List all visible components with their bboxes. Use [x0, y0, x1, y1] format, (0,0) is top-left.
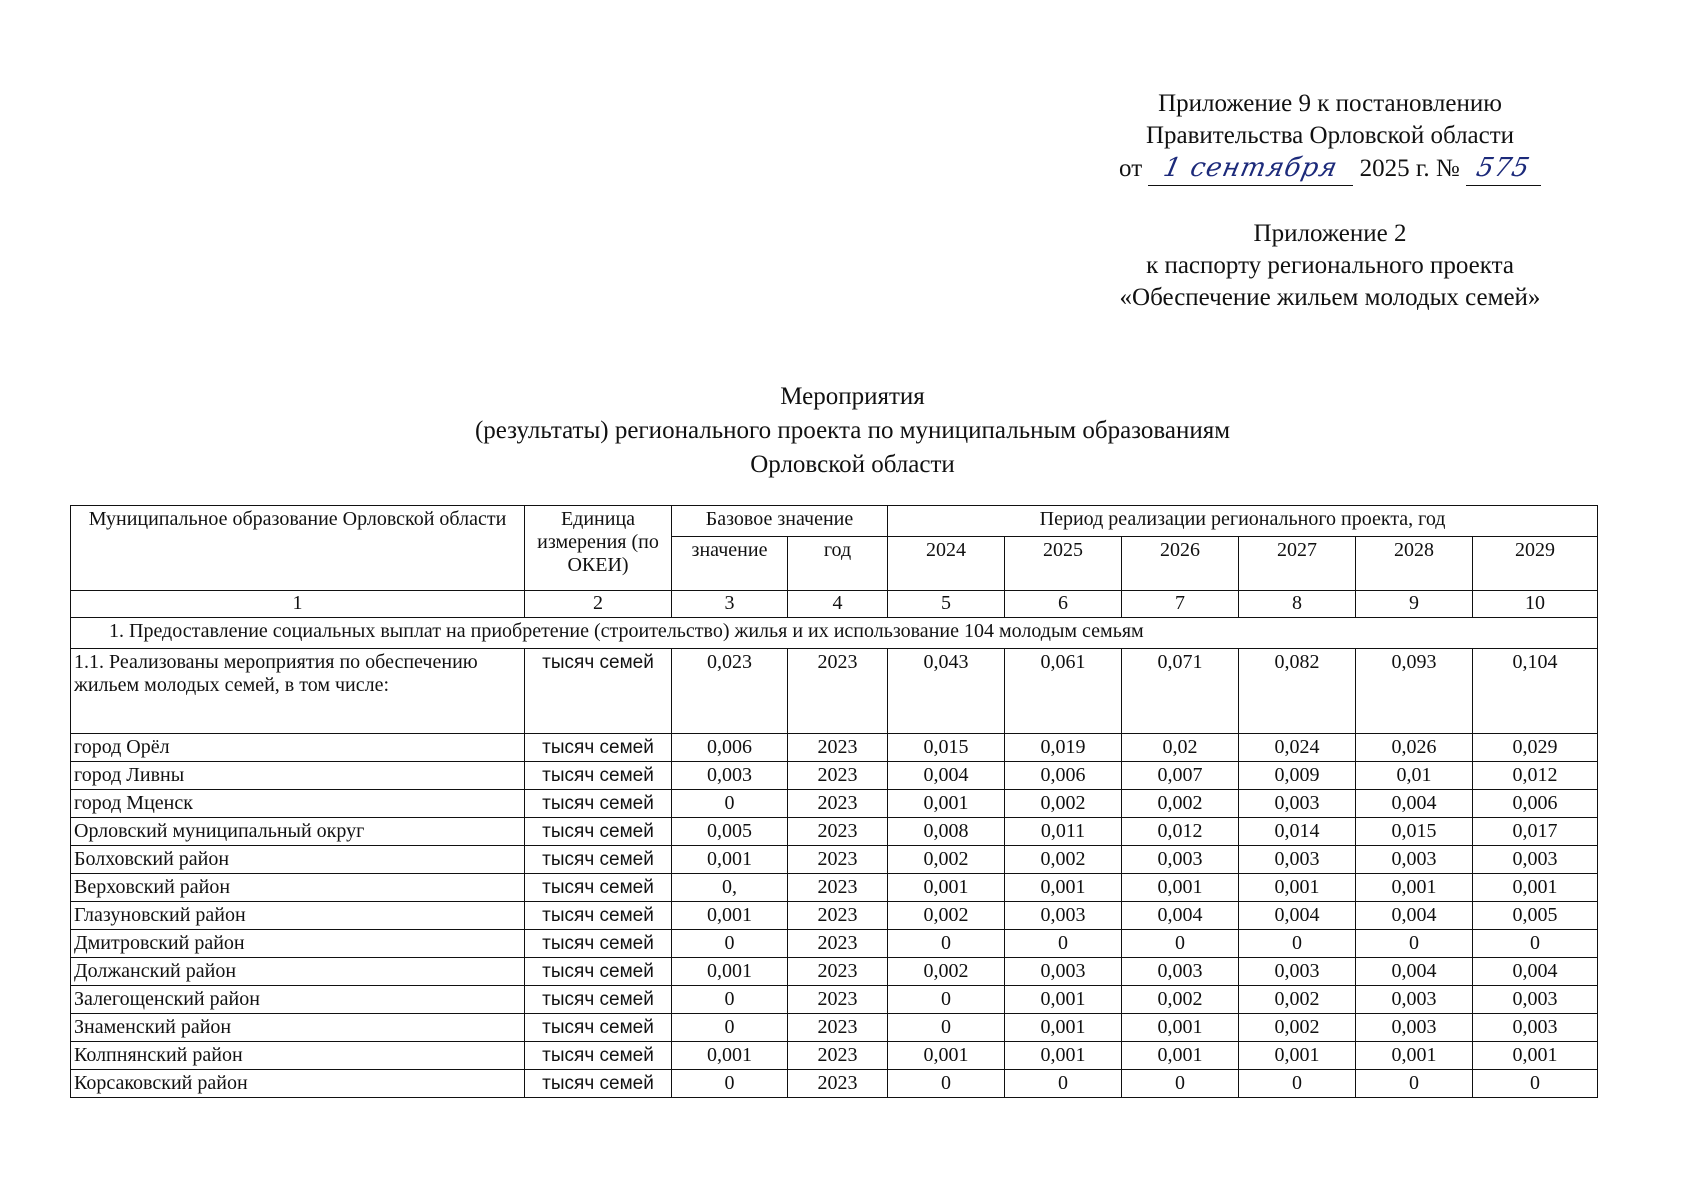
year-value-cell: 0 [1473, 1070, 1598, 1098]
year-value-cell: 0,003 [1239, 790, 1356, 818]
header-year: 2028 [1356, 537, 1473, 591]
year-value-cell: 0,002 [888, 902, 1005, 930]
year-value-cell: 0,003 [1473, 1014, 1598, 1042]
year-value-cell: 0,001 [1122, 1014, 1239, 1042]
title-line-2: (результаты) регионального проекта по муниципальным образованиям [474, 417, 1231, 444]
year-value-cell: 0,003 [1005, 902, 1122, 930]
year-value-cell: 0,002 [1122, 790, 1239, 818]
handwritten-date: 1 сентября [1160, 153, 1341, 183]
year-value-cell: 0 [888, 986, 1005, 1014]
section-title: 1. Предоставление социальных выплат на приобретение (строительство) жилья и их использование 104 молодым семьям [71, 618, 1598, 649]
year-value-cell: 0,071 [1122, 649, 1239, 734]
from-label: от [1119, 155, 1143, 182]
header-period: Период реализации регионального проекта, год [888, 506, 1598, 537]
unit-cell: тысяч семей [525, 846, 672, 874]
year-value-cell: 0,001 [1005, 1014, 1122, 1042]
year-value-cell: 0,024 [1239, 734, 1356, 762]
base-year-cell: 2023 [788, 958, 888, 986]
municipality-cell: 1.1. Реализованы мероприятия по обеспечению жильем молодых семей, в том числе: [71, 649, 525, 734]
year-value-cell: 0,001 [1005, 1042, 1122, 1070]
summary-row [71, 649, 1598, 734]
year-value-cell: 0,002 [1122, 986, 1239, 1014]
year-value-cell: 0 [888, 1014, 1005, 1042]
year-value-cell: 0,004 [888, 762, 1005, 790]
table-row [71, 762, 1598, 790]
year-value-cell: 0,003 [1356, 846, 1473, 874]
year-value-cell: 0,003 [1356, 1014, 1473, 1042]
year-value-cell: 0,011 [1005, 818, 1122, 846]
year-value-cell: 0,001 [1239, 1042, 1356, 1070]
year-value-cell: 0,002 [888, 958, 1005, 986]
column-number: 2 [525, 591, 672, 618]
base-year-cell: 2023 [788, 846, 888, 874]
table-row [71, 930, 1598, 958]
table-row [71, 958, 1598, 986]
year-value-cell: 0,003 [1473, 986, 1598, 1014]
year-value-cell: 0,003 [1122, 846, 1239, 874]
year-value-cell: 0 [1239, 1070, 1356, 1098]
year-value-cell: 0,003 [1356, 986, 1473, 1014]
base-year-cell: 2023 [788, 902, 888, 930]
column-number: 8 [1239, 591, 1356, 618]
unit-cell: тысяч семей [525, 958, 672, 986]
unit-cell: тысяч семей [525, 1070, 672, 1098]
results-table [70, 505, 1598, 1098]
year-value-cell: 0,001 [1473, 1042, 1598, 1070]
year-value-cell: 0 [1356, 930, 1473, 958]
base-value-cell: 0,005 [672, 818, 788, 846]
table-row [71, 846, 1598, 874]
appendix-line-2: Правительства Орловской области [1145, 122, 1515, 149]
year-value-cell: 0 [888, 1070, 1005, 1098]
year-value-cell: 0,017 [1473, 818, 1598, 846]
unit-cell: тысяч семей [525, 762, 672, 790]
year-value-cell: 0,001 [1356, 874, 1473, 902]
year-value-cell: 0,004 [1473, 958, 1598, 986]
unit-cell: тысяч семей [525, 986, 672, 1014]
year-value-cell: 0 [1473, 930, 1598, 958]
year-value-cell: 0,001 [888, 1042, 1005, 1070]
year-value-cell: 0,014 [1239, 818, 1356, 846]
table-row [71, 734, 1598, 762]
municipality-cell: Корсаковский район [71, 1070, 525, 1098]
table-row [71, 986, 1598, 1014]
base-year-cell: 2023 [788, 986, 888, 1014]
year-value-cell: 0,001 [1122, 1042, 1239, 1070]
year-value-cell: 0,002 [1005, 790, 1122, 818]
header-year: 2025 [1005, 537, 1122, 591]
header-year: 2029 [1473, 537, 1598, 591]
handwritten-date-field [1148, 152, 1353, 186]
municipality-cell: Верховский район [71, 874, 525, 902]
base-value-cell: 0 [672, 930, 788, 958]
year-value-cell: 0,003 [1239, 958, 1356, 986]
year-value-cell: 0,026 [1356, 734, 1473, 762]
base-value-cell: 0,006 [672, 734, 788, 762]
base-year-cell: 2023 [788, 762, 888, 790]
year-value-cell: 0,007 [1122, 762, 1239, 790]
header-municipality: Муниципальное образование Орловской области [71, 506, 525, 591]
year-value-cell: 0,012 [1122, 818, 1239, 846]
year-value-cell: 0,002 [888, 846, 1005, 874]
unit-cell: тысяч семей [525, 818, 672, 846]
year-value-cell: 0,015 [1356, 818, 1473, 846]
column-number: 4 [788, 591, 888, 618]
municipality-cell: Дмитровский район [71, 930, 525, 958]
year-value-cell: 0,005 [1473, 902, 1598, 930]
header-base: Базовое значение [672, 506, 888, 537]
year-value-cell: 0,001 [1005, 874, 1122, 902]
base-year-cell: 2023 [788, 1014, 888, 1042]
year-number-label: 2025 г. № [1359, 155, 1460, 182]
year-value-cell: 0,004 [1356, 902, 1473, 930]
year-value-cell: 0,001 [888, 874, 1005, 902]
base-year-cell: 2023 [788, 818, 888, 846]
appendix2-line-2: к паспорту регионального проекта [1146, 252, 1514, 279]
year-value-cell: 0 [1005, 1070, 1122, 1098]
base-value-cell: 0,001 [672, 902, 788, 930]
base-value-cell: 0,001 [672, 1042, 788, 1070]
year-value-cell: 0,019 [1005, 734, 1122, 762]
year-value-cell: 0,004 [1239, 902, 1356, 930]
year-value-cell: 0,001 [1005, 986, 1122, 1014]
base-value-cell: 0 [672, 1070, 788, 1098]
base-year-cell: 2023 [788, 1042, 888, 1070]
base-value-cell: 0 [672, 986, 788, 1014]
municipality-cell: город Орёл [71, 734, 525, 762]
year-value-cell: 0 [1005, 930, 1122, 958]
column-number-row [71, 591, 1598, 618]
year-value-cell: 0,006 [1473, 790, 1598, 818]
column-number: 10 [1473, 591, 1598, 618]
table-row [71, 874, 1598, 902]
column-number: 1 [71, 591, 525, 618]
year-value-cell: 0 [1356, 1070, 1473, 1098]
unit-cell: тысяч семей [525, 790, 672, 818]
header-row-1 [71, 506, 1598, 537]
column-number: 3 [672, 591, 788, 618]
table-row [71, 1042, 1598, 1070]
municipality-cell: город Мценск [71, 790, 525, 818]
municipality-cell: Болховский район [71, 846, 525, 874]
table-row [71, 1070, 1598, 1098]
year-value-cell: 0 [1122, 1070, 1239, 1098]
base-value-cell: 0,003 [672, 762, 788, 790]
header-base-value: значение [672, 537, 788, 591]
table-row [71, 1014, 1598, 1042]
year-value-cell: 0,006 [1005, 762, 1122, 790]
appendix2-header [1000, 218, 1660, 314]
year-value-cell: 0,104 [1473, 649, 1598, 734]
unit-cell: тысяч семей [525, 902, 672, 930]
column-number: 5 [888, 591, 1005, 618]
appendix-header [1000, 88, 1660, 186]
year-value-cell: 0,01 [1356, 762, 1473, 790]
base-value-cell: 0 [672, 1014, 788, 1042]
base-value-cell: 0,023 [672, 649, 788, 734]
section-row [71, 618, 1598, 649]
year-value-cell: 0,004 [1356, 958, 1473, 986]
year-value-cell: 0,001 [888, 790, 1005, 818]
year-value-cell: 0,004 [1356, 790, 1473, 818]
year-value-cell: 0,043 [888, 649, 1005, 734]
year-value-cell: 0,003 [1239, 846, 1356, 874]
base-value-cell: 0, [672, 874, 788, 902]
appendix-date-line [1000, 152, 1660, 186]
unit-cell: тысяч семей [525, 1042, 672, 1070]
municipality-cell: Колпнянский район [71, 1042, 525, 1070]
unit-cell: тысяч семей [525, 649, 672, 734]
table-body [71, 649, 1598, 1098]
year-value-cell: 0,093 [1356, 649, 1473, 734]
title-line-3: Орловской области [750, 451, 955, 478]
municipality-cell: Глазуновский район [71, 902, 525, 930]
base-year-cell: 2023 [788, 734, 888, 762]
year-value-cell: 0,02 [1122, 734, 1239, 762]
year-value-cell: 0,015 [888, 734, 1005, 762]
municipality-cell: Залегощенский район [71, 986, 525, 1014]
base-value-cell: 0 [672, 790, 788, 818]
year-value-cell: 0,012 [1473, 762, 1598, 790]
base-year-cell: 2023 [788, 1070, 888, 1098]
base-value-cell: 0,001 [672, 958, 788, 986]
year-value-cell: 0,003 [1473, 846, 1598, 874]
year-value-cell: 0,008 [888, 818, 1005, 846]
base-year-cell: 2023 [788, 649, 888, 734]
year-value-cell: 0,001 [1356, 1042, 1473, 1070]
appendix2-line-1: Приложение 2 [1253, 220, 1407, 247]
base-year-cell: 2023 [788, 874, 888, 902]
year-value-cell: 0,001 [1473, 874, 1598, 902]
year-value-cell: 0,003 [1005, 958, 1122, 986]
year-value-cell: 0,082 [1239, 649, 1356, 734]
year-value-cell: 0,003 [1122, 958, 1239, 986]
base-value-cell: 0,001 [672, 846, 788, 874]
table-row [71, 818, 1598, 846]
header-year: 2026 [1122, 537, 1239, 591]
header-base-year: год [788, 537, 888, 591]
appendix2-line-3: «Обеспечение жильем молодых семей» [1119, 284, 1541, 311]
year-value-cell: 0,001 [1239, 874, 1356, 902]
municipality-cell: город Ливны [71, 762, 525, 790]
year-value-cell: 0 [888, 930, 1005, 958]
column-number: 6 [1005, 591, 1122, 618]
table-row [71, 902, 1598, 930]
appendix-line-1: Приложение 9 к постановлению [1158, 90, 1502, 117]
header-year: 2027 [1239, 537, 1356, 591]
year-value-cell: 0 [1239, 930, 1356, 958]
year-value-cell: 0 [1122, 930, 1239, 958]
year-value-cell: 0,002 [1239, 1014, 1356, 1042]
year-value-cell: 0,002 [1005, 846, 1122, 874]
unit-cell: тысяч семей [525, 1014, 672, 1042]
title-line-1: Мероприятия [780, 383, 925, 410]
year-value-cell: 0,061 [1005, 649, 1122, 734]
year-value-cell: 0,029 [1473, 734, 1598, 762]
table-row [71, 790, 1598, 818]
header-year: 2024 [888, 537, 1005, 591]
municipality-cell: Знаменский район [71, 1014, 525, 1042]
handwritten-number: 575 [1473, 153, 1533, 183]
header-unit: Единица измерения (по ОКЕИ) [525, 506, 672, 591]
year-value-cell: 0,009 [1239, 762, 1356, 790]
base-year-cell: 2023 [788, 790, 888, 818]
year-value-cell: 0,004 [1122, 902, 1239, 930]
document-title [0, 380, 1705, 482]
base-year-cell: 2023 [788, 930, 888, 958]
column-number: 7 [1122, 591, 1239, 618]
handwritten-number-field [1466, 152, 1541, 186]
municipality-cell: Орловский муниципальный округ [71, 818, 525, 846]
year-value-cell: 0,002 [1239, 986, 1356, 1014]
unit-cell: тысяч семей [525, 874, 672, 902]
unit-cell: тысяч семей [525, 734, 672, 762]
column-number: 9 [1356, 591, 1473, 618]
year-value-cell: 0,001 [1122, 874, 1239, 902]
unit-cell: тысяч семей [525, 930, 672, 958]
municipality-cell: Должанский район [71, 958, 525, 986]
